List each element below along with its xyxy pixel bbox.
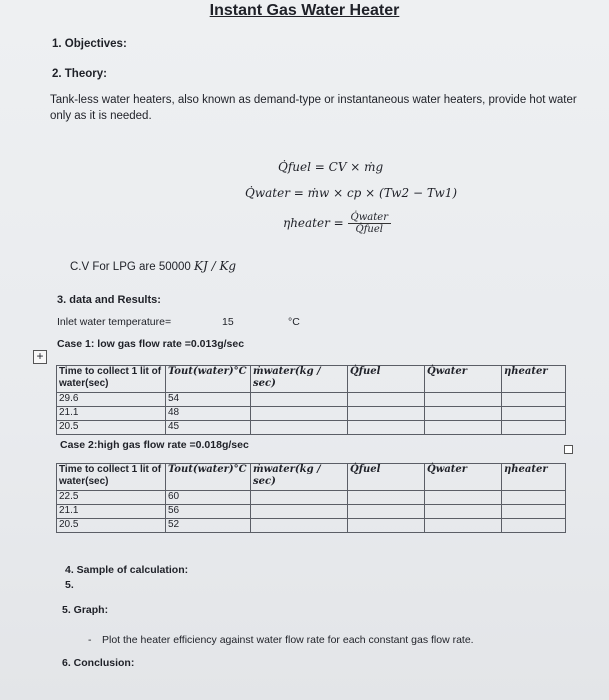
conclusion-heading: 6. Conclusion: bbox=[62, 657, 135, 669]
cell-empty[interactable] bbox=[348, 505, 425, 519]
graph-instruction: Plot the heater efficiency against water flow rate for each constant gas flow rate. bbox=[102, 634, 474, 646]
equation-efficiency bbox=[283, 212, 391, 235]
cell-empty[interactable] bbox=[251, 519, 348, 533]
header-qwater: Q̇water bbox=[425, 366, 502, 393]
cell-empty[interactable] bbox=[425, 491, 502, 505]
cell-empty[interactable] bbox=[348, 393, 425, 407]
efficiency-symbol: ηheater = bbox=[283, 216, 344, 230]
inlet-temp-unit: °C bbox=[288, 316, 300, 328]
header-eta: ηheater bbox=[502, 464, 566, 491]
cell-empty[interactable] bbox=[425, 407, 502, 421]
table-row bbox=[57, 421, 566, 435]
cell-tout: 52 bbox=[166, 519, 251, 533]
cell-empty[interactable] bbox=[502, 421, 566, 435]
header-time: Time to collect 1 lit of water(sec) bbox=[57, 464, 166, 491]
table-header-row bbox=[57, 366, 566, 393]
cell-tout: 54 bbox=[166, 393, 251, 407]
cell-empty[interactable] bbox=[251, 393, 348, 407]
cell-empty[interactable] bbox=[502, 407, 566, 421]
cell-empty[interactable] bbox=[251, 407, 348, 421]
efficiency-numerator: Q̇water bbox=[348, 212, 391, 224]
cell-tout: 56 bbox=[166, 505, 251, 519]
inlet-temp-value: 15 bbox=[222, 316, 234, 328]
table-resize-handle[interactable] bbox=[564, 445, 573, 454]
header-tout: Tout(water)°C bbox=[166, 366, 251, 393]
theory-heading: 2. Theory: bbox=[52, 68, 107, 80]
table-move-handle-icon[interactable]: + bbox=[33, 350, 47, 364]
cell-time: 22.5 bbox=[57, 491, 166, 505]
results-table-case2 bbox=[56, 463, 566, 533]
header-time: Time to collect 1 lit of water(sec) bbox=[57, 366, 166, 393]
calorific-value-text: C.V For LPG are 50000 bbox=[70, 261, 191, 273]
table-row bbox=[57, 407, 566, 421]
table-header-row bbox=[57, 464, 566, 491]
page-title: Instant Gas Water Heater bbox=[209, 2, 400, 19]
objectives-heading: 1. Objectives: bbox=[52, 38, 127, 50]
cell-time: 20.5 bbox=[57, 421, 166, 435]
efficiency-denominator: Q̇fuel bbox=[355, 224, 383, 235]
table-row bbox=[57, 393, 566, 407]
header-qfuel: Q̇fuel bbox=[348, 464, 425, 491]
cell-empty[interactable] bbox=[425, 519, 502, 533]
cell-empty[interactable] bbox=[348, 491, 425, 505]
table-row bbox=[57, 491, 566, 505]
cell-empty[interactable] bbox=[502, 393, 566, 407]
graph-heading: 5. Graph: bbox=[62, 604, 109, 616]
efficiency-fraction bbox=[348, 212, 391, 235]
equation-fuel-heat: Q̇fuel = CV × ṁg bbox=[278, 160, 384, 174]
theory-text: Tank-less water heaters, also known as demand-type or instantaneous water heaters, provide hot water only as it is needed. bbox=[50, 94, 577, 122]
header-eta: ηheater bbox=[502, 366, 566, 393]
table-row bbox=[57, 519, 566, 533]
equation-water-heat: Q̇water = ṁw × cp × (Tw2 − Tw1) bbox=[245, 186, 458, 200]
cell-empty[interactable] bbox=[502, 491, 566, 505]
case1-label: Case 1: low gas flow rate =0.013g/sec bbox=[57, 338, 245, 350]
sample-calc-heading: 4. Sample of calculation: bbox=[65, 564, 189, 576]
data-results-heading: 3. data and Results: bbox=[57, 294, 161, 306]
cell-time: 21.1 bbox=[57, 407, 166, 421]
cell-empty[interactable] bbox=[251, 505, 348, 519]
cell-tout: 60 bbox=[166, 491, 251, 505]
cell-time: 29.6 bbox=[57, 393, 166, 407]
calorific-value-units: KJ / Kg bbox=[194, 259, 237, 273]
cell-time: 20.5 bbox=[57, 519, 166, 533]
cell-tout: 48 bbox=[166, 407, 251, 421]
calorific-value-line bbox=[70, 258, 236, 275]
cell-tout: 45 bbox=[166, 421, 251, 435]
cell-empty[interactable] bbox=[348, 519, 425, 533]
cell-empty[interactable] bbox=[425, 393, 502, 407]
cell-empty[interactable] bbox=[502, 505, 566, 519]
sample-calc-item: 5. bbox=[65, 579, 74, 591]
case2-label: Case 2:high gas flow rate =0.018g/sec bbox=[60, 439, 249, 451]
header-mwater: ṁwater(kg / sec) bbox=[251, 366, 348, 393]
cell-empty[interactable] bbox=[502, 519, 566, 533]
header-qwater: Q̇water bbox=[425, 464, 502, 491]
header-qfuel: Q̇fuel bbox=[348, 366, 425, 393]
table-row bbox=[57, 505, 566, 519]
cell-empty[interactable] bbox=[425, 505, 502, 519]
header-mwater: ṁwater(kg / sec) bbox=[251, 464, 348, 491]
cell-empty[interactable] bbox=[425, 421, 502, 435]
results-table-case1 bbox=[56, 365, 566, 435]
cell-empty[interactable] bbox=[251, 491, 348, 505]
cell-empty[interactable] bbox=[348, 407, 425, 421]
cell-empty[interactable] bbox=[251, 421, 348, 435]
inlet-temp-label: Inlet water temperature= bbox=[57, 316, 172, 328]
header-tout: Tout(water)°C bbox=[166, 464, 251, 491]
cell-time: 21.1 bbox=[57, 505, 166, 519]
cell-empty[interactable] bbox=[348, 421, 425, 435]
graph-bullet: - bbox=[88, 634, 92, 646]
